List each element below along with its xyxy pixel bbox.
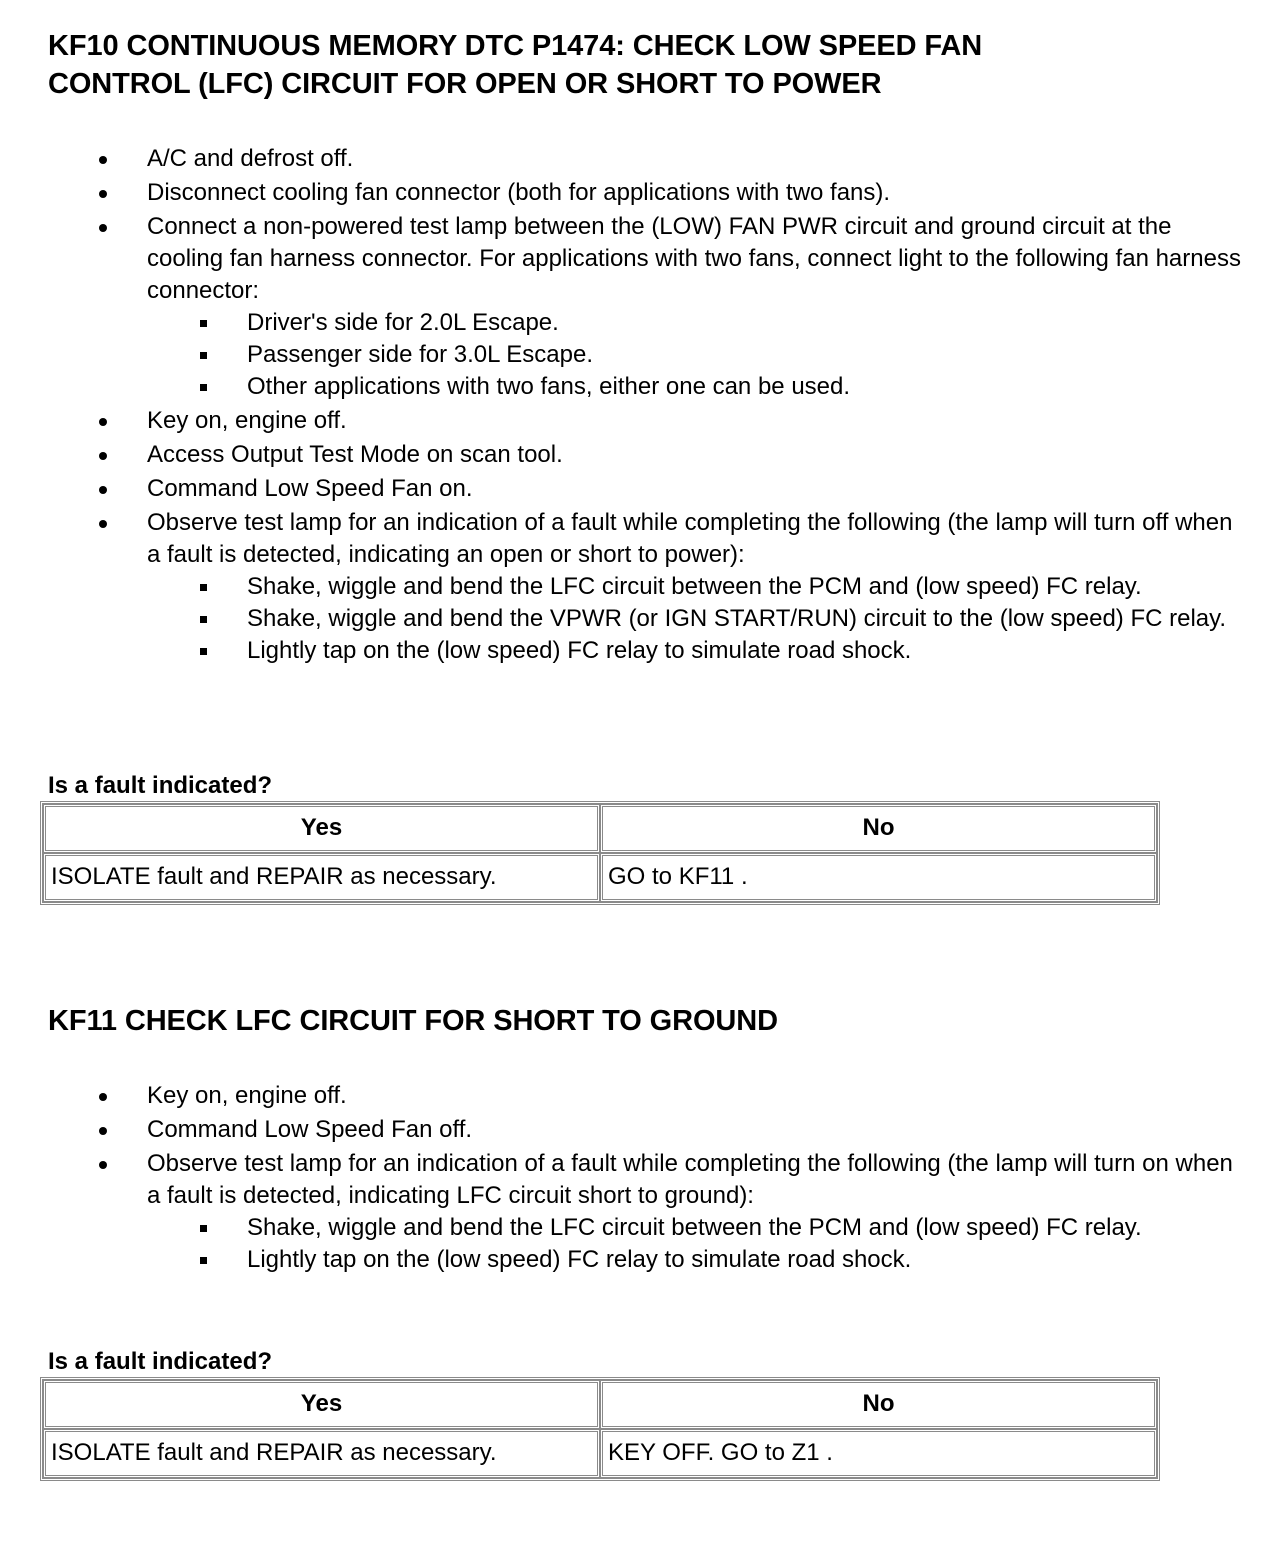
kf10-steps <box>48 143 1248 667</box>
square-bullet-icon <box>200 1257 207 1264</box>
step-text: Disconnect cooling fan connector (both for applications with two fans). <box>147 179 891 206</box>
kf11-steps <box>48 1080 1248 1276</box>
section-kf11 <box>48 1002 1248 1040</box>
section-title <box>48 27 1248 103</box>
substep-item <box>147 571 1248 603</box>
substep-text: Other applications with two fans, either one can be used. <box>247 373 851 400</box>
bullet-icon <box>99 224 107 232</box>
steps-list <box>48 1080 1248 1276</box>
step-text: Command Low Speed Fan off. <box>147 1116 473 1143</box>
cell-yes-action: ISOLATE fault and REPAIR as necessary. <box>43 1429 600 1478</box>
section-kf10 <box>48 27 1248 103</box>
substep-text: Shake, wiggle and bend the LFC circuit between the PCM and (low speed) FC relay. <box>247 573 1142 600</box>
substep-text: Lightly tap on the (low speed) FC relay to simulate road shock. <box>247 637 912 664</box>
substep-text: Driver's side for 2.0L Escape. <box>247 309 559 336</box>
bullet-icon <box>99 190 107 198</box>
bullet-icon <box>99 1093 107 1101</box>
substep-item <box>147 1212 1248 1244</box>
step-item <box>48 1080 1248 1112</box>
header-yes: Yes <box>43 1380 600 1429</box>
result-table <box>40 801 1160 905</box>
title-line-2: CONTROL (LFC) CIRCUIT FOR OPEN OR SHORT TO POWER <box>48 68 882 100</box>
step-text: Command Low Speed Fan on. <box>147 475 473 502</box>
substep-item <box>147 371 1248 403</box>
result-table <box>40 1377 1160 1481</box>
step-item <box>48 439 1248 471</box>
step-item <box>48 1148 1248 1276</box>
substep-text: Lightly tap on the (low speed) FC relay to simulate road shock. <box>247 1246 912 1273</box>
section-title: KF11 CHECK LFC CIRCUIT FOR SHORT TO GROUND <box>48 1005 778 1037</box>
step-item <box>48 507 1248 667</box>
bullet-icon <box>99 1127 107 1135</box>
question-label: Is a fault indicated? <box>48 1348 273 1375</box>
step-item <box>48 405 1248 437</box>
square-bullet-icon <box>200 648 207 655</box>
substep-text: Shake, wiggle and bend the VPWR (or IGN START/RUN) circuit to the (low speed) FC relay. <box>247 605 1227 632</box>
step-item <box>48 143 1248 175</box>
substeps-list <box>147 1212 1248 1276</box>
square-bullet-icon <box>200 584 207 591</box>
substeps-list <box>147 571 1248 667</box>
substep-text: Passenger side for 3.0L Escape. <box>247 341 593 368</box>
bullet-icon <box>99 452 107 460</box>
title-line-1: KF10 CONTINUOUS MEMORY DTC P1474: CHECK LOW SPEED FAN <box>48 30 983 62</box>
substep-item <box>147 1244 1248 1276</box>
bullet-icon <box>99 1161 107 1169</box>
substep-item <box>147 603 1248 635</box>
step-text: Key on, engine off. <box>147 1082 347 1109</box>
step-item <box>48 211 1248 403</box>
step-text: Observe test lamp for an indication of a fault while completing the following (the lamp will turn off when a fault is detected, indicating an open or short to power): <box>147 509 1233 568</box>
step-item <box>48 473 1248 505</box>
step-text: Observe test lamp for an indication of a fault while completing the following (the lamp will turn on when a fault is detected, indicating LFC circuit short to ground): <box>147 1150 1233 1209</box>
question-label: Is a fault indicated? <box>48 772 273 799</box>
step-text: Access Output Test Mode on scan tool. <box>147 441 563 468</box>
substep-text: Shake, wiggle and bend the LFC circuit between the PCM and (low speed) FC relay. <box>247 1214 1142 1241</box>
header-no: No <box>600 1380 1157 1429</box>
steps-list <box>48 143 1248 667</box>
substep-item <box>147 635 1248 667</box>
bullet-icon <box>99 156 107 164</box>
step-text: Connect a non-powered test lamp between the (LOW) FAN PWR circuit and ground circuit at the cooling fan harness connector. For applications with two fans, connect light to the following fan harness connector: <box>147 213 1241 304</box>
cell-no-action: KEY OFF. GO to Z1 . <box>600 1429 1157 1478</box>
kf11-question-block <box>48 1347 1248 1481</box>
substep-item <box>147 339 1248 371</box>
table-row <box>43 1429 1157 1478</box>
cell-yes-action: ISOLATE fault and REPAIR as necessary. <box>43 853 600 902</box>
square-bullet-icon <box>200 1225 207 1232</box>
square-bullet-icon <box>200 352 207 359</box>
substep-item <box>147 307 1248 339</box>
step-item <box>48 1114 1248 1146</box>
cell-no-action: GO to KF11 . <box>600 853 1157 902</box>
kf10-question-block <box>48 771 1248 905</box>
square-bullet-icon <box>200 384 207 391</box>
table-row <box>43 853 1157 902</box>
square-bullet-icon <box>200 616 207 623</box>
step-item <box>48 177 1248 209</box>
header-yes: Yes <box>43 804 600 853</box>
bullet-icon <box>99 486 107 494</box>
table-header-row <box>43 804 1157 853</box>
step-text: A/C and defrost off. <box>147 145 354 172</box>
square-bullet-icon <box>200 320 207 327</box>
table-header-row <box>43 1380 1157 1429</box>
step-text: Key on, engine off. <box>147 407 347 434</box>
substeps-list <box>147 307 1248 403</box>
bullet-icon <box>99 418 107 426</box>
bullet-icon <box>99 520 107 528</box>
header-no: No <box>600 804 1157 853</box>
